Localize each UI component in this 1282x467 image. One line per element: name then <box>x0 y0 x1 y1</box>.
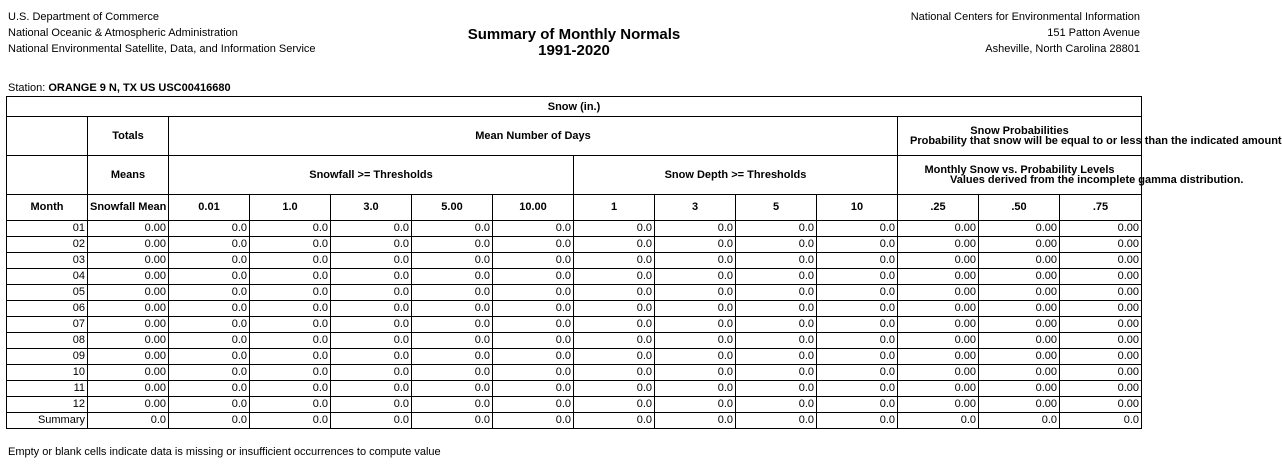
month-cell: 06 <box>7 301 88 317</box>
value-cell: 0.0 <box>169 333 250 349</box>
value-cell: 0.0 <box>493 237 574 253</box>
value-cell: 0.0 <box>817 413 898 429</box>
value-cell: 0.0 <box>412 269 493 285</box>
table-row <box>7 381 1142 397</box>
value-cell: 0.0 <box>736 253 817 269</box>
month-cell: 12 <box>7 397 88 413</box>
value-cell: 0.00 <box>979 317 1060 333</box>
value-cell: 0.0 <box>412 285 493 301</box>
month-cell: 11 <box>7 381 88 397</box>
value-cell: 0.0 <box>412 317 493 333</box>
value-cell: 0.0 <box>331 349 412 365</box>
value-cell: 0.0 <box>817 285 898 301</box>
value-cell: 0.0 <box>817 269 898 285</box>
value-cell: 0.00 <box>898 333 979 349</box>
month-cell: 04 <box>7 269 88 285</box>
value-cell: 0.0 <box>331 269 412 285</box>
value-cell: 0.0 <box>412 253 493 269</box>
value-cell: 0.0 <box>736 381 817 397</box>
value-cell: 0.0 <box>250 301 331 317</box>
value-cell: 0.0 <box>574 365 655 381</box>
value-cell: 0.0 <box>250 285 331 301</box>
value-cell: 0.0 <box>655 317 736 333</box>
column-header: Month <box>7 195 88 221</box>
station-line <box>8 82 231 94</box>
blank-header-cell <box>7 156 88 195</box>
month-cell: 02 <box>7 237 88 253</box>
column-header: .50 <box>979 195 1060 221</box>
report-period: 1991-2020 <box>538 42 610 59</box>
value-cell: 0.0 <box>817 349 898 365</box>
value-cell: 0.0 <box>88 413 169 429</box>
value-cell: 0.00 <box>898 317 979 333</box>
value-cell: 0.00 <box>1060 333 1142 349</box>
column-header: 10.00 <box>493 195 574 221</box>
value-cell: 0.0 <box>1060 413 1142 429</box>
value-cell: 0.0 <box>979 413 1060 429</box>
value-cell: 0.0 <box>736 397 817 413</box>
value-cell: 0.00 <box>88 237 169 253</box>
value-cell: 0.0 <box>493 381 574 397</box>
value-cell: 0.0 <box>412 333 493 349</box>
column-header: 3 <box>655 195 736 221</box>
value-cell: 0.0 <box>169 397 250 413</box>
snowfall-thresholds-header: Snowfall >= Thresholds <box>169 156 574 195</box>
footnote: Empty or blank cells indicate data is missing or insufficient occurrences to compute value <box>8 446 441 458</box>
value-cell: 0.0 <box>250 349 331 365</box>
address-block <box>911 9 1140 57</box>
value-cell: 0.00 <box>979 301 1060 317</box>
value-cell: 0.0 <box>169 317 250 333</box>
value-cell: 0.00 <box>979 237 1060 253</box>
value-cell: 0.0 <box>574 237 655 253</box>
value-cell: 0.0 <box>412 301 493 317</box>
value-cell: 0.0 <box>250 397 331 413</box>
value-cell: 0.0 <box>331 317 412 333</box>
value-cell: 0.00 <box>88 301 169 317</box>
value-cell: 0.0 <box>169 381 250 397</box>
month-cell: 05 <box>7 285 88 301</box>
value-cell: 0.0 <box>250 221 331 237</box>
value-cell: 0.0 <box>736 301 817 317</box>
value-cell: 0.0 <box>493 397 574 413</box>
prob-desc: Probability that snow will be equal to or less than the indicated amount <box>910 135 1282 147</box>
value-cell: 0.0 <box>736 333 817 349</box>
column-header: Snowfall Mean <box>88 195 169 221</box>
value-cell: 0.0 <box>817 237 898 253</box>
value-cell: 0.00 <box>898 269 979 285</box>
value-cell: 0.0 <box>574 333 655 349</box>
value-cell: 0.0 <box>493 269 574 285</box>
value-cell: 0.00 <box>898 221 979 237</box>
value-cell: 0.0 <box>655 397 736 413</box>
value-cell: 0.0 <box>574 285 655 301</box>
value-cell: 0.0 <box>412 381 493 397</box>
value-cell: 0.0 <box>574 317 655 333</box>
means-header: Means <box>88 156 169 195</box>
value-cell: 0.00 <box>979 221 1060 237</box>
value-cell: 0.0 <box>574 253 655 269</box>
value-cell: 0.0 <box>169 413 250 429</box>
column-header: .25 <box>898 195 979 221</box>
value-cell: 0.00 <box>1060 381 1142 397</box>
table-row <box>7 333 1142 349</box>
value-cell: 0.0 <box>736 317 817 333</box>
value-cell: 0.0 <box>655 365 736 381</box>
value-cell: 0.0 <box>655 237 736 253</box>
value-cell: 0.0 <box>331 365 412 381</box>
value-cell: 0.0 <box>169 253 250 269</box>
value-cell: 0.00 <box>979 349 1060 365</box>
table-row <box>7 349 1142 365</box>
value-cell: 0.00 <box>88 349 169 365</box>
month-cell: 07 <box>7 317 88 333</box>
value-cell: 0.0 <box>493 301 574 317</box>
value-cell: 0.0 <box>655 269 736 285</box>
value-cell: 0.0 <box>493 333 574 349</box>
value-cell: 0.0 <box>412 413 493 429</box>
totals-header: Totals <box>88 117 169 156</box>
value-cell: 0.00 <box>979 269 1060 285</box>
value-cell: 0.0 <box>493 285 574 301</box>
value-cell: 0.0 <box>817 333 898 349</box>
value-cell: 0.0 <box>655 349 736 365</box>
value-cell: 0.0 <box>574 221 655 237</box>
value-cell: 0.0 <box>331 221 412 237</box>
table-row <box>7 269 1142 285</box>
value-cell: 0.0 <box>574 269 655 285</box>
value-cell: 0.0 <box>817 221 898 237</box>
value-cell: 0.00 <box>1060 269 1142 285</box>
station-name: ORANGE 9 N, TX US USC00416680 <box>48 82 231 94</box>
value-cell: 0.00 <box>88 317 169 333</box>
snow-normals-table <box>6 96 1282 429</box>
value-cell: 0.0 <box>412 365 493 381</box>
value-cell: 0.0 <box>574 349 655 365</box>
value-cell: 0.00 <box>88 333 169 349</box>
value-cell: 0.0 <box>331 381 412 397</box>
value-cell: 0.0 <box>493 221 574 237</box>
table-row <box>7 253 1142 269</box>
agency-line: U.S. Department of Commerce <box>8 11 159 23</box>
value-cell: 0.0 <box>817 317 898 333</box>
value-cell: 0.00 <box>898 349 979 365</box>
value-cell: 0.0 <box>493 349 574 365</box>
month-cell: 10 <box>7 365 88 381</box>
snow-probabilities-header <box>898 117 1282 156</box>
value-cell: 0.0 <box>655 413 736 429</box>
value-cell: 0.0 <box>817 301 898 317</box>
value-cell: 0.00 <box>1060 365 1142 381</box>
value-cell: 0.00 <box>898 285 979 301</box>
column-header: 5.00 <box>412 195 493 221</box>
value-cell: 0.0 <box>655 253 736 269</box>
value-cell: 0.0 <box>250 317 331 333</box>
value-cell: 0.00 <box>979 365 1060 381</box>
value-cell: 0.00 <box>1060 397 1142 413</box>
value-cell: 0.0 <box>898 413 979 429</box>
value-cell: 0.00 <box>1060 301 1142 317</box>
value-cell: 0.0 <box>736 269 817 285</box>
value-cell: 0.00 <box>979 381 1060 397</box>
value-cell: 0.00 <box>898 301 979 317</box>
blank-header-cell <box>7 117 88 156</box>
value-cell: 0.00 <box>1060 221 1142 237</box>
table-row <box>7 317 1142 333</box>
value-cell: 0.0 <box>493 317 574 333</box>
value-cell: 0.00 <box>898 365 979 381</box>
station-label: Station: <box>8 82 46 94</box>
value-cell: 0.0 <box>817 397 898 413</box>
month-cell: 03 <box>7 253 88 269</box>
agency-line: National Oceanic & Atmospheric Administration <box>8 27 238 39</box>
prob-levels-header <box>898 156 1244 195</box>
month-cell: 08 <box>7 333 88 349</box>
value-cell: 0.00 <box>979 333 1060 349</box>
table-row <box>7 413 1142 429</box>
value-cell: 0.0 <box>250 413 331 429</box>
value-cell: 0.0 <box>574 381 655 397</box>
value-cell: 0.00 <box>88 397 169 413</box>
value-cell: 0.00 <box>88 285 169 301</box>
value-cell: 0.0 <box>736 221 817 237</box>
value-cell: 0.00 <box>898 397 979 413</box>
value-cell: 0.0 <box>736 285 817 301</box>
value-cell: 0.0 <box>736 365 817 381</box>
month-cell: Summary <box>7 413 88 429</box>
value-cell: 0.0 <box>169 285 250 301</box>
value-cell: 0.00 <box>979 397 1060 413</box>
value-cell: 0.00 <box>898 253 979 269</box>
value-cell: 0.00 <box>898 237 979 253</box>
column-header: 1.0 <box>250 195 331 221</box>
value-cell: 0.00 <box>88 381 169 397</box>
value-cell: 0.0 <box>169 269 250 285</box>
value-cell: 0.0 <box>817 365 898 381</box>
value-cell: 0.00 <box>1060 317 1142 333</box>
table-row <box>7 397 1142 413</box>
value-cell: 0.0 <box>250 253 331 269</box>
value-cell: 0.0 <box>412 237 493 253</box>
value-cell: 0.0 <box>412 221 493 237</box>
month-cell: 09 <box>7 349 88 365</box>
column-header: .75 <box>1060 195 1142 221</box>
value-cell: 0.0 <box>331 301 412 317</box>
value-cell: 0.0 <box>250 237 331 253</box>
value-cell: 0.0 <box>250 381 331 397</box>
value-cell: 0.0 <box>331 237 412 253</box>
address-line: Asheville, North Carolina 28801 <box>985 43 1140 55</box>
value-cell: 0.0 <box>493 365 574 381</box>
value-cell: 0.00 <box>88 253 169 269</box>
table-row <box>7 301 1142 317</box>
value-cell: 0.0 <box>736 349 817 365</box>
value-cell: 0.0 <box>250 269 331 285</box>
value-cell: 0.0 <box>331 285 412 301</box>
value-cell: 0.0 <box>655 221 736 237</box>
value-cell: 0.0 <box>250 333 331 349</box>
value-cell: 0.00 <box>898 381 979 397</box>
value-cell: 0.0 <box>331 253 412 269</box>
prob-levels-desc: Values derived from the incomplete gamma distribution. <box>950 174 1244 186</box>
depth-thresholds-header: Snow Depth >= Thresholds <box>574 156 898 195</box>
value-cell: 0.0 <box>250 365 331 381</box>
value-cell: 0.0 <box>655 381 736 397</box>
value-cell: 0.00 <box>88 221 169 237</box>
value-cell: 0.0 <box>655 333 736 349</box>
value-cell: 0.0 <box>574 301 655 317</box>
column-header: 3.0 <box>331 195 412 221</box>
value-cell: 0.0 <box>169 237 250 253</box>
value-cell: 0.00 <box>1060 253 1142 269</box>
value-cell: 0.0 <box>574 413 655 429</box>
column-header: 0.01 <box>169 195 250 221</box>
agency-line: National Environmental Satellite, Data, and Information Service <box>8 43 316 55</box>
mean-days-header: Mean Number of Days <box>169 117 898 156</box>
value-cell: 0.0 <box>412 397 493 413</box>
value-cell: 0.0 <box>493 253 574 269</box>
value-cell: 0.0 <box>736 237 817 253</box>
table-row <box>7 285 1142 301</box>
value-cell: 0.0 <box>493 413 574 429</box>
value-cell: 0.00 <box>88 269 169 285</box>
value-cell: 0.0 <box>412 349 493 365</box>
prob-title: Snow Probabilities <box>970 125 1069 137</box>
snow-group-header: Snow (in.) <box>7 97 1142 117</box>
month-cell: 01 <box>7 221 88 237</box>
value-cell: 0.0 <box>331 397 412 413</box>
value-cell: 0.0 <box>817 253 898 269</box>
value-cell: 0.00 <box>979 253 1060 269</box>
value-cell: 0.00 <box>1060 285 1142 301</box>
table-row <box>7 365 1142 381</box>
value-cell: 0.0 <box>736 413 817 429</box>
address-line: 151 Patton Avenue <box>1047 27 1140 39</box>
value-cell: 0.0 <box>574 397 655 413</box>
value-cell: 0.0 <box>331 413 412 429</box>
address-line: National Centers for Environmental Information <box>910 11 1140 23</box>
value-cell: 0.00 <box>88 365 169 381</box>
value-cell: 0.0 <box>169 349 250 365</box>
report-title: Summary of Monthly Normals <box>467 26 681 43</box>
value-cell: 0.00 <box>1060 237 1142 253</box>
value-cell: 0.00 <box>979 285 1060 301</box>
value-cell: 0.00 <box>1060 349 1142 365</box>
value-cell: 0.0 <box>655 285 736 301</box>
column-header: 10 <box>817 195 898 221</box>
value-cell: 0.0 <box>655 301 736 317</box>
value-cell: 0.0 <box>169 221 250 237</box>
column-header: 1 <box>574 195 655 221</box>
value-cell: 0.0 <box>169 365 250 381</box>
value-cell: 0.0 <box>331 333 412 349</box>
column-header: 5 <box>736 195 817 221</box>
table-row <box>7 237 1142 253</box>
table-row <box>7 221 1142 237</box>
value-cell: 0.0 <box>169 301 250 317</box>
value-cell: 0.0 <box>817 381 898 397</box>
prob-levels-title: Monthly Snow vs. Probability Levels <box>924 164 1115 176</box>
